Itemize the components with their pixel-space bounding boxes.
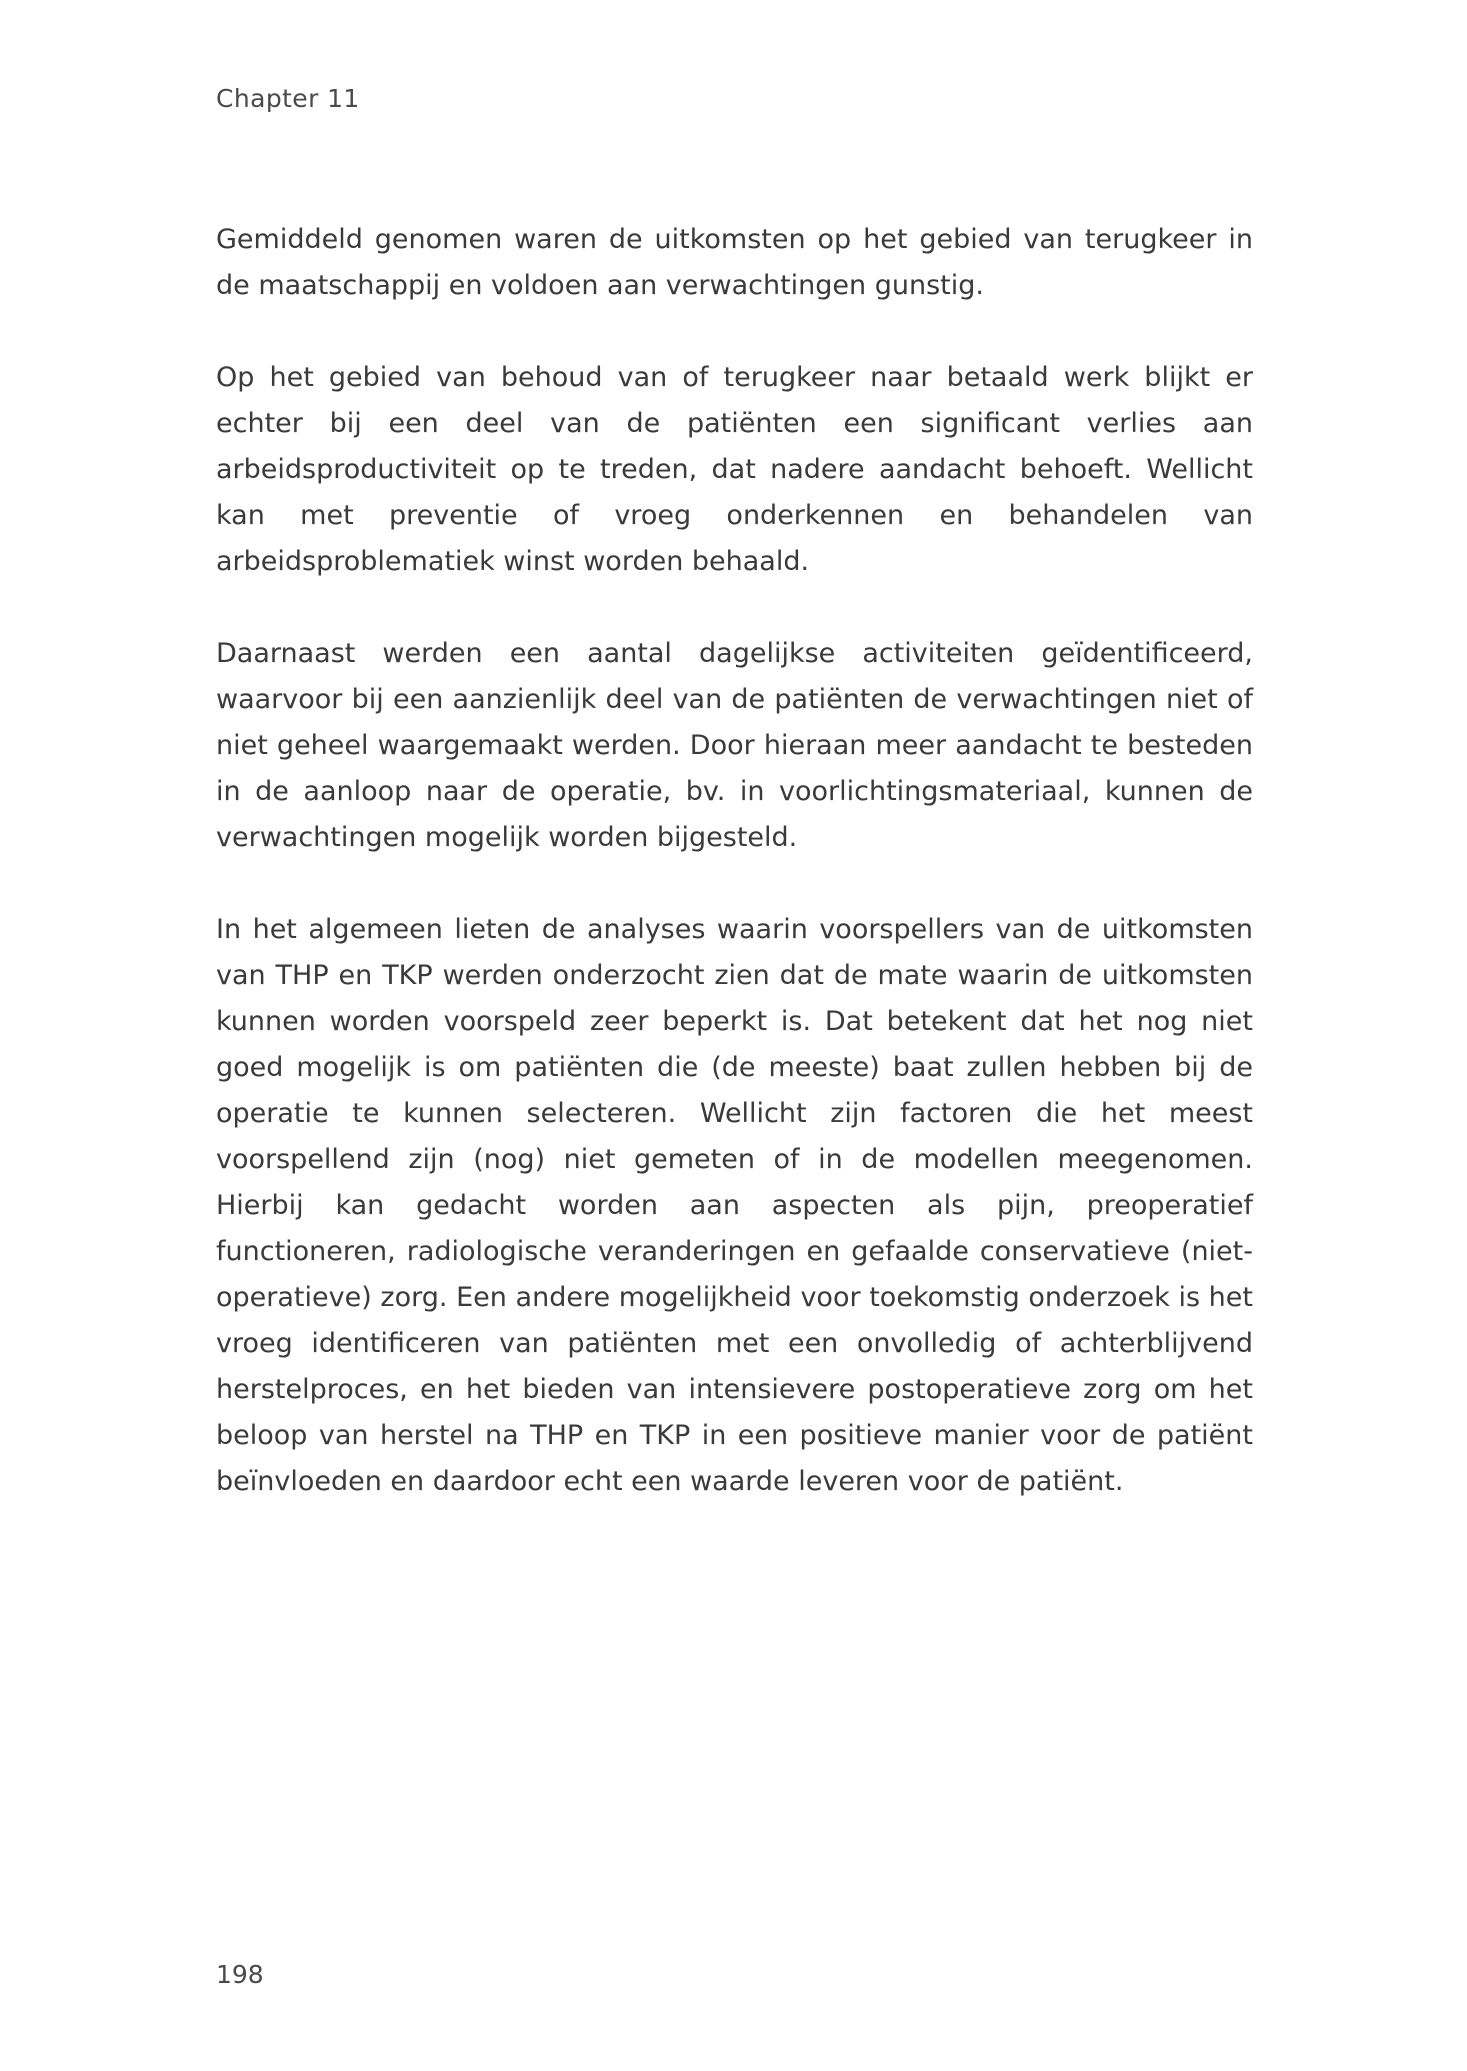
body-text [216,217,1253,1551]
paragraph-4: In het algemeen lieten de analyses waarin voorspellers van de uitkomsten van THP en TKP werden onderzocht zien dat de mate waarin de uitkomsten kunnen worden voorspeld zeer beperkt is. Dat betekent dat het nog niet goed mogelijk is om patiënten die (de meeste) baat zullen hebben bij de operatie te kunnen selecteren. Wellicht zijn factoren die het meest voorspellend zijn (nog) niet gemeten of in de modellen meegenomen. Hierbij kan gedacht worden aan aspecten als pijn, preoperatief functioneren, radiologische veranderingen en gefaalde conservatieve (niet-operatieve) zorg. Een andere mogelijkheid voor toekomstig onderzoek is het vroeg identificeren van patiënten met een onvolledig of achterblijvend herstelproces, en het bieden van intensievere postoperatieve zorg om het beloop van herstel na THP en TKP in een positieve manier voor de patiënt beïnvloeden en daardoor echt een waarde leveren voor de patiënt. [216,914,1253,1497]
running-head: Chapter 11 [216,84,360,113]
page-number: 198 [216,1960,264,1989]
paragraph-3: Daarnaast werden een aantal dagelijkse activiteiten geïdentificeerd, waarvoor bij een aanzienlijk deel van de patiënten de verwachtingen niet of niet geheel waargemaakt werden. Door hieraan meer aandacht te besteden in de aanloop naar de operatie, bv. in voorlichtingsmateriaal, kunnen de verwachtingen mogelijk worden bijgesteld. [216,638,1253,853]
paragraph-1: Gemiddeld genomen waren de uitkomsten op het gebied van terugkeer in de maatschappij en voldoen aan verwachtingen gunstig. [216,224,1253,301]
paragraph-2: Op het gebied van behoud van of terugkeer naar betaald werk blijkt er echter bij een deel van de patiënten een significant verlies aan arbeidsproductiviteit op te treden, dat nadere aandacht behoeft. Wellicht kan met preventie of vroeg onderkennen en behandelen van arbeidsproblematiek winst worden behaald. [216,362,1253,577]
